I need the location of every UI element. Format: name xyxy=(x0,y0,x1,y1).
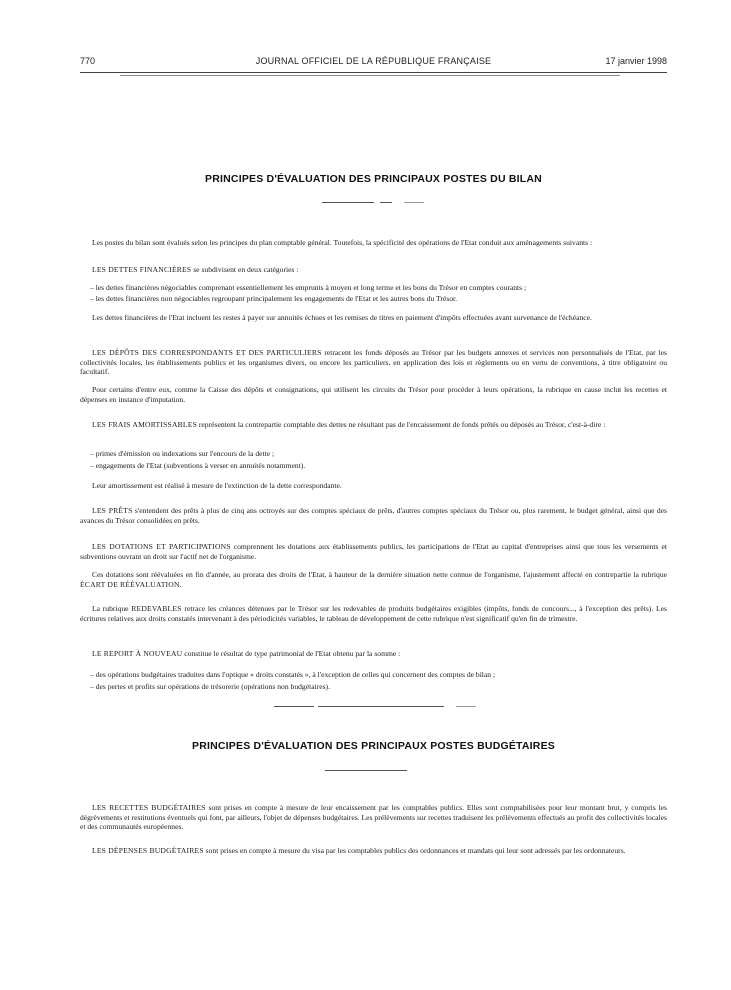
recettes-paragraph: LES RECETTES BUDGÉTAIRES sont prises en compte à mesure de leur encaissement par les comptables publics. Elles sont comptabilisées pour leur montant brut, y compris les dégrèvements et restitutions éventuels qui font, par ailleurs, l'objet de dépenses budgétaires. Les prélèvements sur recettes traduisent les prélèvements effectués au profit des collectivités locales et des communautés européennes. xyxy=(80,803,667,832)
dettes-paragraph: LES DETTES FINANCIÈRES se subdivisent en deux catégories : xyxy=(92,265,299,274)
title-ornament xyxy=(380,202,392,203)
depots-paragraph: LES DÉPÔTS DES CORRESPONDANTS ET DES PARTICULIERS retracent les fonds déposés au Trésor par les budgets annexes et services non personnalisés de l'Etat, par les collectivités locales, les établissements publics et les organismes divers, ou encore les particuliers, en application des lois et règlements ou en vertu de conventions, à titre obligatoire ou facultatif. xyxy=(80,348,667,377)
list-item: – des opérations budgétaires traduites dans l'optique « droits constatés », à l'exception de celles qui concernent des comptes de bilan ; xyxy=(90,670,496,679)
list-item: – les dettes financières non négociables regroupant principalement les engagements de l'Etat et les autres bons du Trésor. xyxy=(90,294,458,303)
journal-title: JOURNAL OFFICIEL DE LA RÉPUBLIQUE FRANÇAISE xyxy=(255,56,492,66)
dotations-paragraph: LES DOTATIONS ET PARTICIPATIONS comprennent les dotations aux établissements publics, les participations de l'Etat au capital d'entreprises ainsi que tous les versements et subventions ouvrant un droit sur l'actif net de l'organisme. xyxy=(80,542,667,561)
depenses-term: LES DÉPENSES BUDGÉTAIRES xyxy=(92,846,204,855)
title-ornament xyxy=(325,770,407,771)
frais-note: Leur amortissement est réalisé à mesure de l'extinction de la dette correspondante. xyxy=(92,481,342,490)
recettes-term: LES RECETTES BUDGÉTAIRES xyxy=(92,803,206,812)
frais-paragraph: LES FRAIS AMORTISSABLES représentent la contrepartie comptable des dettes ne résultant pas de l'encaissement de fonds prêtés ou déposés au Trésor, c'est-à-dire : xyxy=(92,420,606,429)
ecart-term: ÉCART DE RÉÉVALUATION xyxy=(80,579,180,589)
depots-note: Pour certains d'entre eux, comme la Caisse des dépôts et consignations, qui utilisent les circuits du Trésor pour procéder à leurs opérations, la rubrique en cause inclut les recettes et dépenses en instance d'imputation. xyxy=(80,385,667,404)
title-ornament xyxy=(404,202,424,203)
page-number: 770 xyxy=(80,56,96,66)
issue-date: 17 janvier 1998 xyxy=(605,56,667,66)
frais-term: LES FRAIS AMORTISSABLES xyxy=(92,420,197,429)
intro-paragraph: Les postes du bilan sont évalués selon les principes du plan comptable général. Toutefois, la spécificité des opérations de l'Etat conduit aux aménagements suivants : xyxy=(92,238,593,247)
prets-paragraph: LES PRÊTS s'entendent des prêts à plus de cinq ans octroyés sur des comptes spéciaux de prêts, d'autres comptes spéciaux du Trésor ou, plus rarement, le budget général, ainsi que des avances du Trésor consolidées en prêts. xyxy=(80,506,668,525)
section-divider xyxy=(318,706,444,707)
header-rule-secondary xyxy=(120,75,620,76)
depots-term: LES DÉPÔTS DES CORRESPONDANTS ET DES PARTICULIERS xyxy=(92,348,322,357)
section-title-bilan: PRINCIPES D'ÉVALUATION DES PRINCIPAUX POSTES DU BILAN xyxy=(205,173,542,185)
redevables-term: REDEVABLES xyxy=(131,604,182,613)
report-paragraph: LE REPORT À NOUVEAU constitue le résultat de type patrimonial de l'Etat obtenu par la somme : xyxy=(92,649,401,658)
dettes-note: Les dettes financières de l'Etat incluent les restes à payer sur annuités échues et les remises de titres en paiement d'impôts effectuées avant survenance de l'échéance. xyxy=(92,313,592,322)
dotations-term: LES DOTATIONS ET PARTICIPATIONS xyxy=(92,542,231,551)
depenses-paragraph: LES DÉPENSES BUDGÉTAIRES sont prises en compte à mesure du visa par les comptables publics des ordonnances et mandats qui leur sont adressés par les ordonnateurs. xyxy=(92,846,626,855)
section-divider xyxy=(456,706,476,707)
list-item: – engagements de l'Etat (subventions à verser en annuités notamment). xyxy=(90,461,306,470)
section-title-budgetaires: PRINCIPES D'ÉVALUATION DES PRINCIPAUX POSTES BUDGÉTAIRES xyxy=(192,740,555,752)
header-rule xyxy=(80,72,667,73)
list-item: – les dettes financières négociables comprenant essentiellement les emprunts à moyen et long terme et les bons du Trésor en comptes courants ; xyxy=(90,283,527,292)
list-item: – des pertes et profits sur opérations de trésorerie (opérations non budgétaires). xyxy=(90,682,330,691)
prets-term: LES PRÊTS xyxy=(92,506,133,515)
dettes-term: LES DETTES FINANCIÈRES xyxy=(92,265,192,274)
section-divider xyxy=(274,706,314,707)
dotations-note: Ces dotations sont réévaluées en fin d'année, au prorata des droits de l'Etat, à hauteur de la dernière situation nette connue de l'organisme, l'ajustement affecté en contrepartie la rubrique ÉCART DE RÉÉVALUATION. xyxy=(80,570,667,589)
redevables-paragraph: La rubrique REDEVABLES retrace les créances détenues par le Trésor sur les redevables de produits budgétaires exigibles (impôts, fonds de concours..., à l'exception des prêts). Les écritures relatives aux droits constatés intervenant à des périodicités variables, le tableau de développement de cette rubrique n'est significatif qu'en fin de trimestre. xyxy=(80,604,667,623)
list-item: – primes d'émission ou indexations sur l'encours de la dette ; xyxy=(90,449,275,458)
title-ornament xyxy=(322,202,374,203)
report-term: LE REPORT À NOUVEAU xyxy=(92,649,183,658)
